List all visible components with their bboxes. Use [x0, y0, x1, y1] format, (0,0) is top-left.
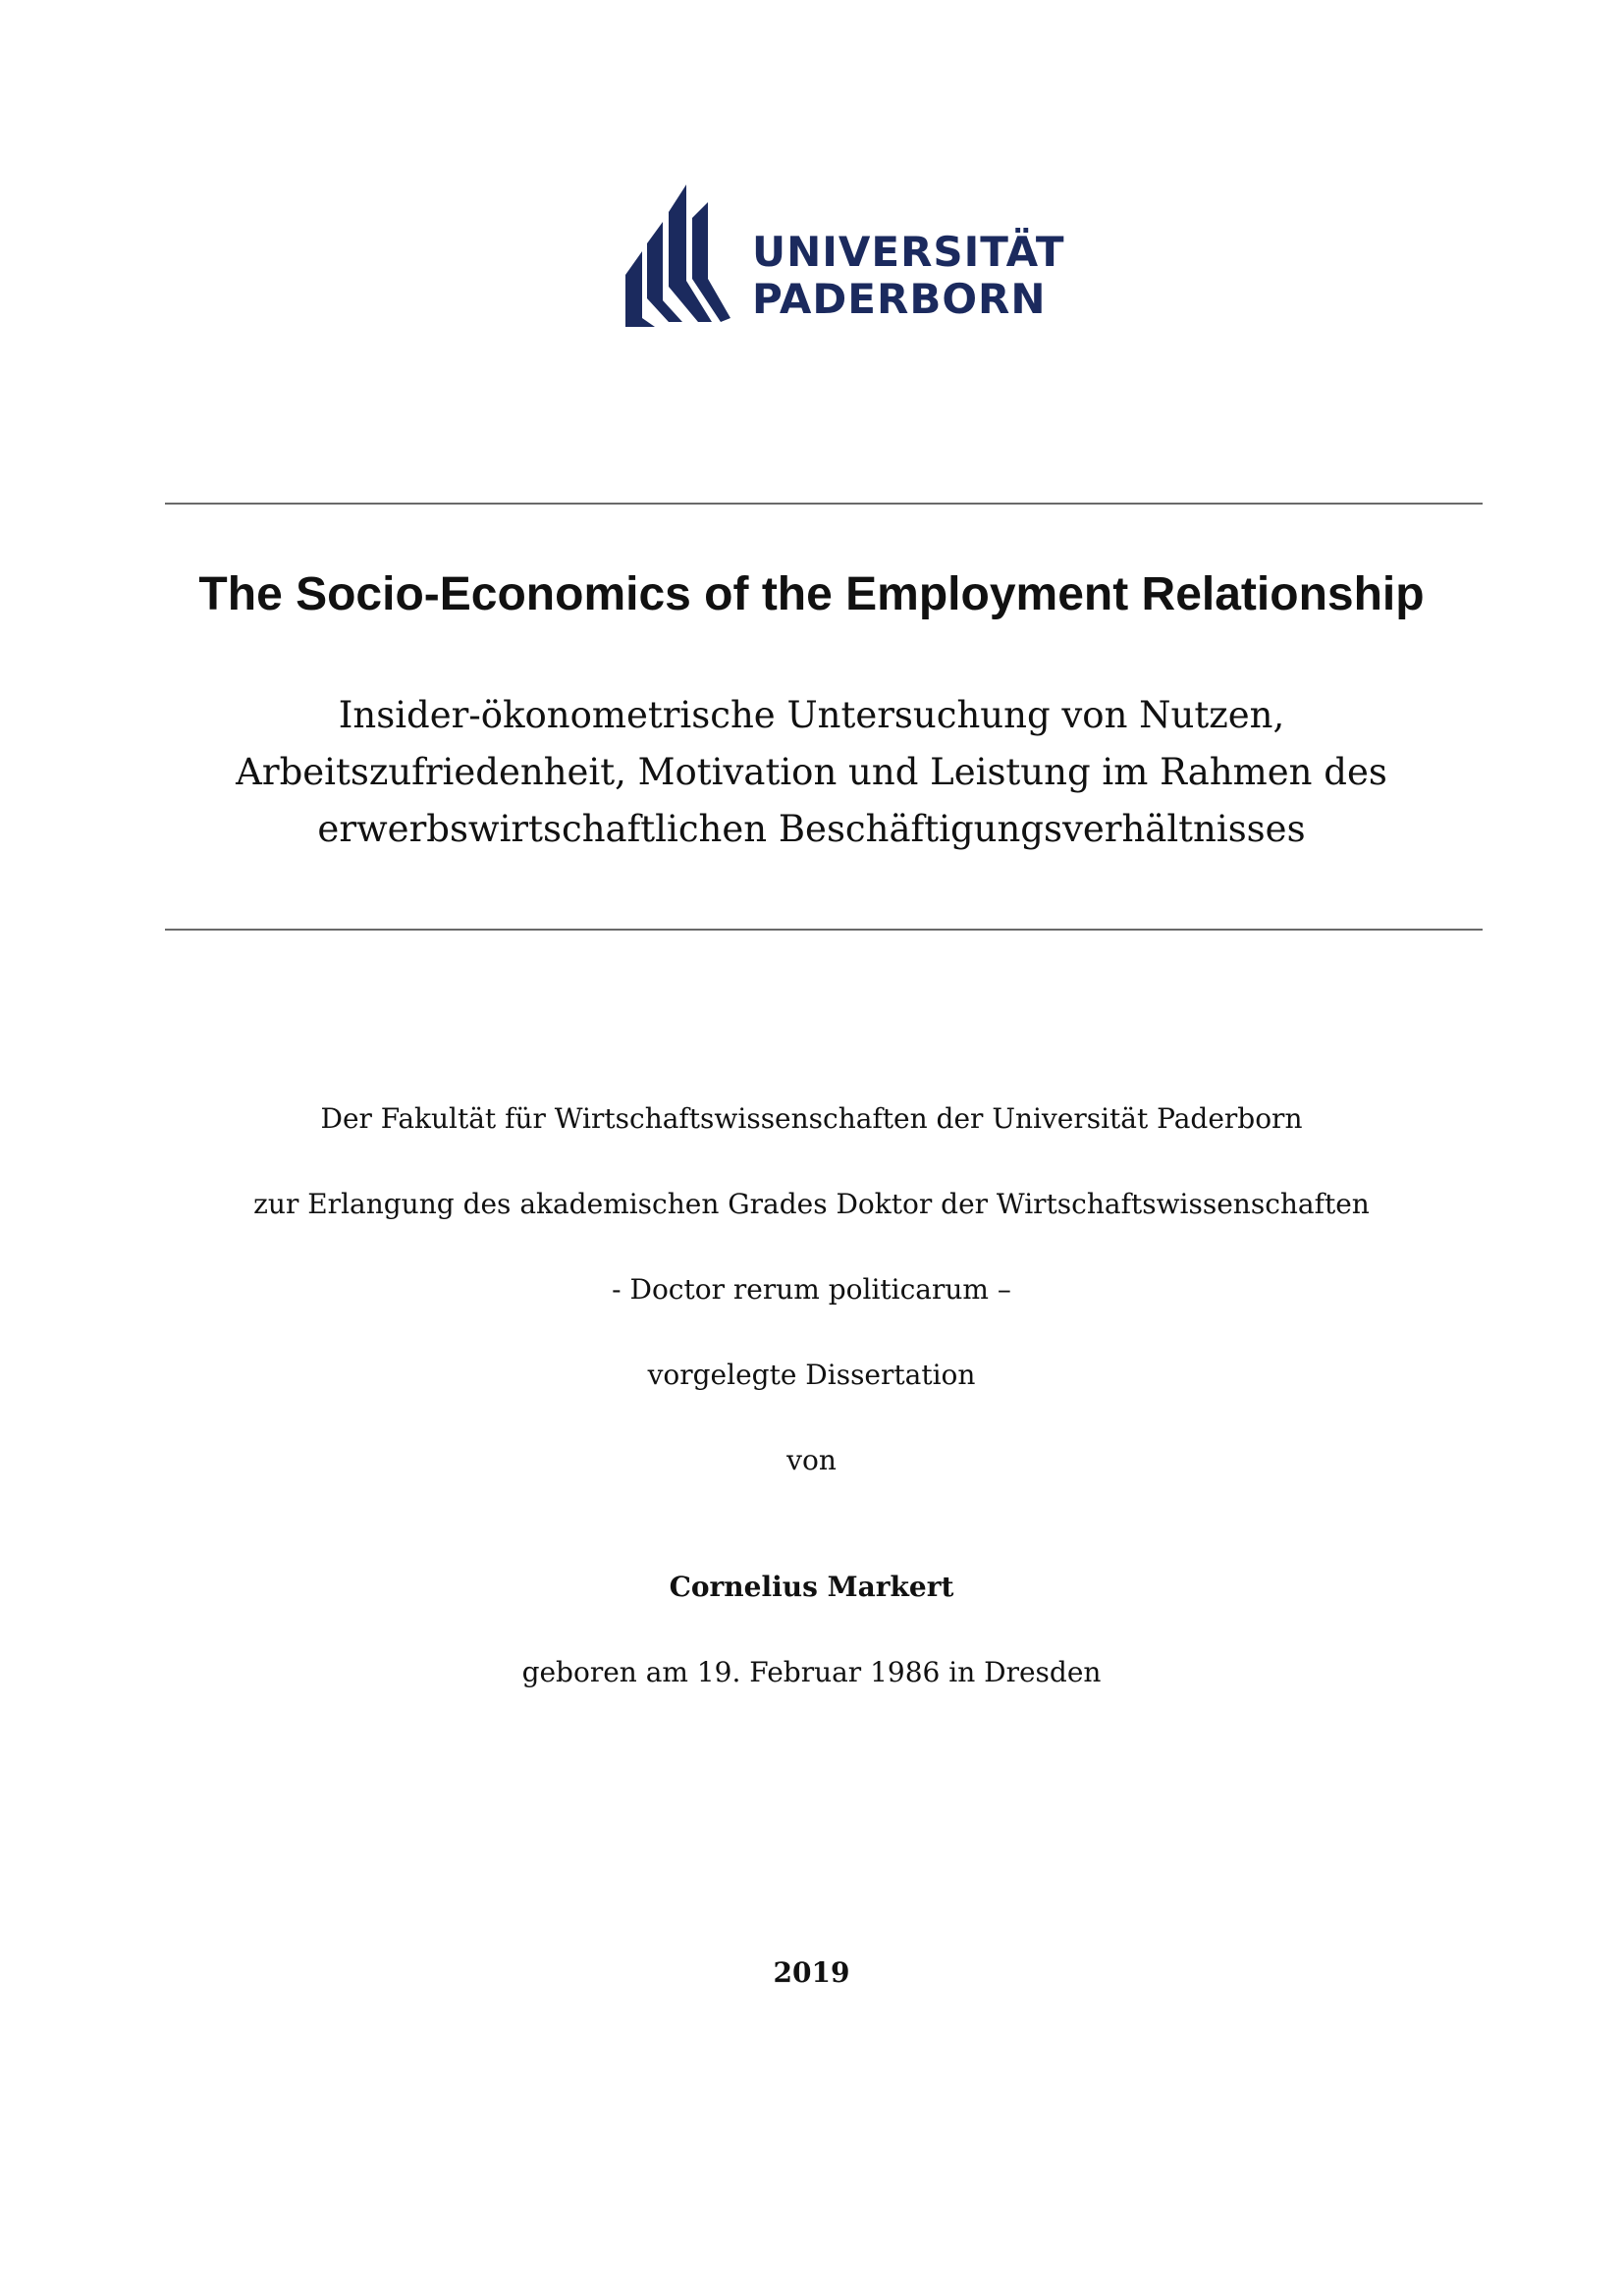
subtitle-line: Insider-ökonometrische Untersuchung von Nutzen,: [338, 694, 1285, 736]
subtitle-line: erwerbswirtschaftlichen Beschäftigungsverhältnisses: [317, 808, 1306, 850]
by-line: von: [786, 1444, 837, 1476]
degree-latin-line: - Doctor rerum politicarum –: [612, 1273, 1011, 1306]
university-name: [752, 229, 1065, 323]
university-name-line2: PADERBORN: [752, 275, 1047, 323]
submitted-line: vorgelegte Dissertation: [647, 1359, 976, 1391]
university-emblem-icon: [625, 185, 730, 327]
bottom-divider: [165, 929, 1483, 931]
university-logo: [625, 185, 1065, 327]
thesis-title: The Socio-Economics of the Employment Relationship: [198, 568, 1425, 620]
top-divider: [165, 503, 1483, 505]
subtitle-line: Arbeitszufriedenheit, Motivation und Leistung im Rahmen des: [236, 751, 1387, 793]
faculty-line: Der Fakultät für Wirtschaftswissenschaften der Universität Paderborn: [320, 1102, 1303, 1135]
thesis-subtitle: [0, 687, 1623, 858]
year: 2019: [773, 1956, 850, 1989]
birth-line: geboren am 19. Februar 1986 in Dresden: [521, 1656, 1102, 1688]
degree-line: zur Erlangung des akademischen Grades Doktor der Wirtschaftswissenschaften: [253, 1188, 1370, 1220]
university-name-line1: UNIVERSITÄT: [752, 228, 1065, 276]
author-name: Cornelius Markert: [669, 1571, 954, 1603]
